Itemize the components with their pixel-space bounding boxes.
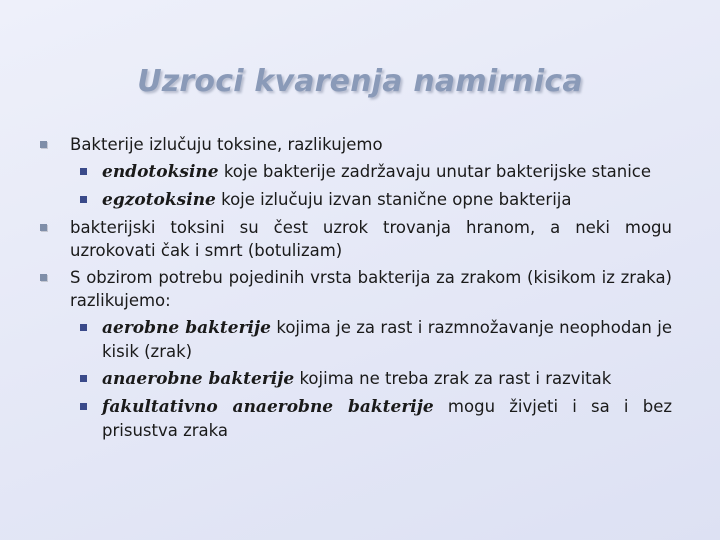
bullet-text: S obzirom potrebu pojedinih vrsta bakterija za zrakom (kisikom iz zraka) razlikujemo: <box>70 268 672 310</box>
sub-item-text: kojima je za rast i razmnožavanje neophodan je kisik (zrak) <box>102 318 672 361</box>
slide-title: Uzroci kvarenja namirnica <box>137 64 583 99</box>
sub-item-facultative <box>40 395 672 442</box>
square-bullet-icon <box>40 274 47 281</box>
bullet-item-food-poisoning <box>40 216 672 262</box>
square-bullet-icon <box>40 141 47 148</box>
sub-item-text: koje bakterije zadržavaju unutar bakterijske stanice <box>218 162 652 181</box>
square-bullet-icon <box>40 224 47 231</box>
slide-content <box>40 133 672 442</box>
sub-item-exotoxins <box>40 188 672 212</box>
sub-item-text: kojima ne treba zrak za rast i razvitak <box>294 369 612 388</box>
term-anaerobic: anaerobne bakterije <box>102 369 295 389</box>
term-aerobic: aerobne bakterije <box>102 318 271 338</box>
bullet-text: Bakterije izlučuju toksine, razlikujemo <box>70 135 383 154</box>
bullet-item-toxins <box>40 133 672 156</box>
sub-item-aerobic <box>40 316 672 363</box>
sub-item-anaerobic <box>40 367 672 391</box>
square-bullet-icon <box>80 403 87 410</box>
square-bullet-icon <box>80 196 87 203</box>
square-bullet-icon <box>80 375 87 382</box>
square-bullet-icon <box>80 168 87 175</box>
sub-item-text: mogu živjeti i sa i bez prisustva zraka <box>102 397 673 440</box>
term-facultative: fakultativno anaerobne bakterije <box>102 397 434 417</box>
square-bullet-icon <box>80 324 87 331</box>
bullet-text: bakterijski toksini su čest uzrok trovanja hranom, a neki mogu uzrokovati čak i smrt (botulizam) <box>70 218 672 260</box>
term-exotoxins: egzotoksine <box>102 190 216 210</box>
sub-item-text: koje izlučuju izvan stanične opne bakterija <box>215 190 572 209</box>
bullet-item-oxygen-need <box>40 266 672 312</box>
term-endotoxins: endotoksine <box>102 162 219 182</box>
sub-item-endotoxins <box>40 160 672 184</box>
